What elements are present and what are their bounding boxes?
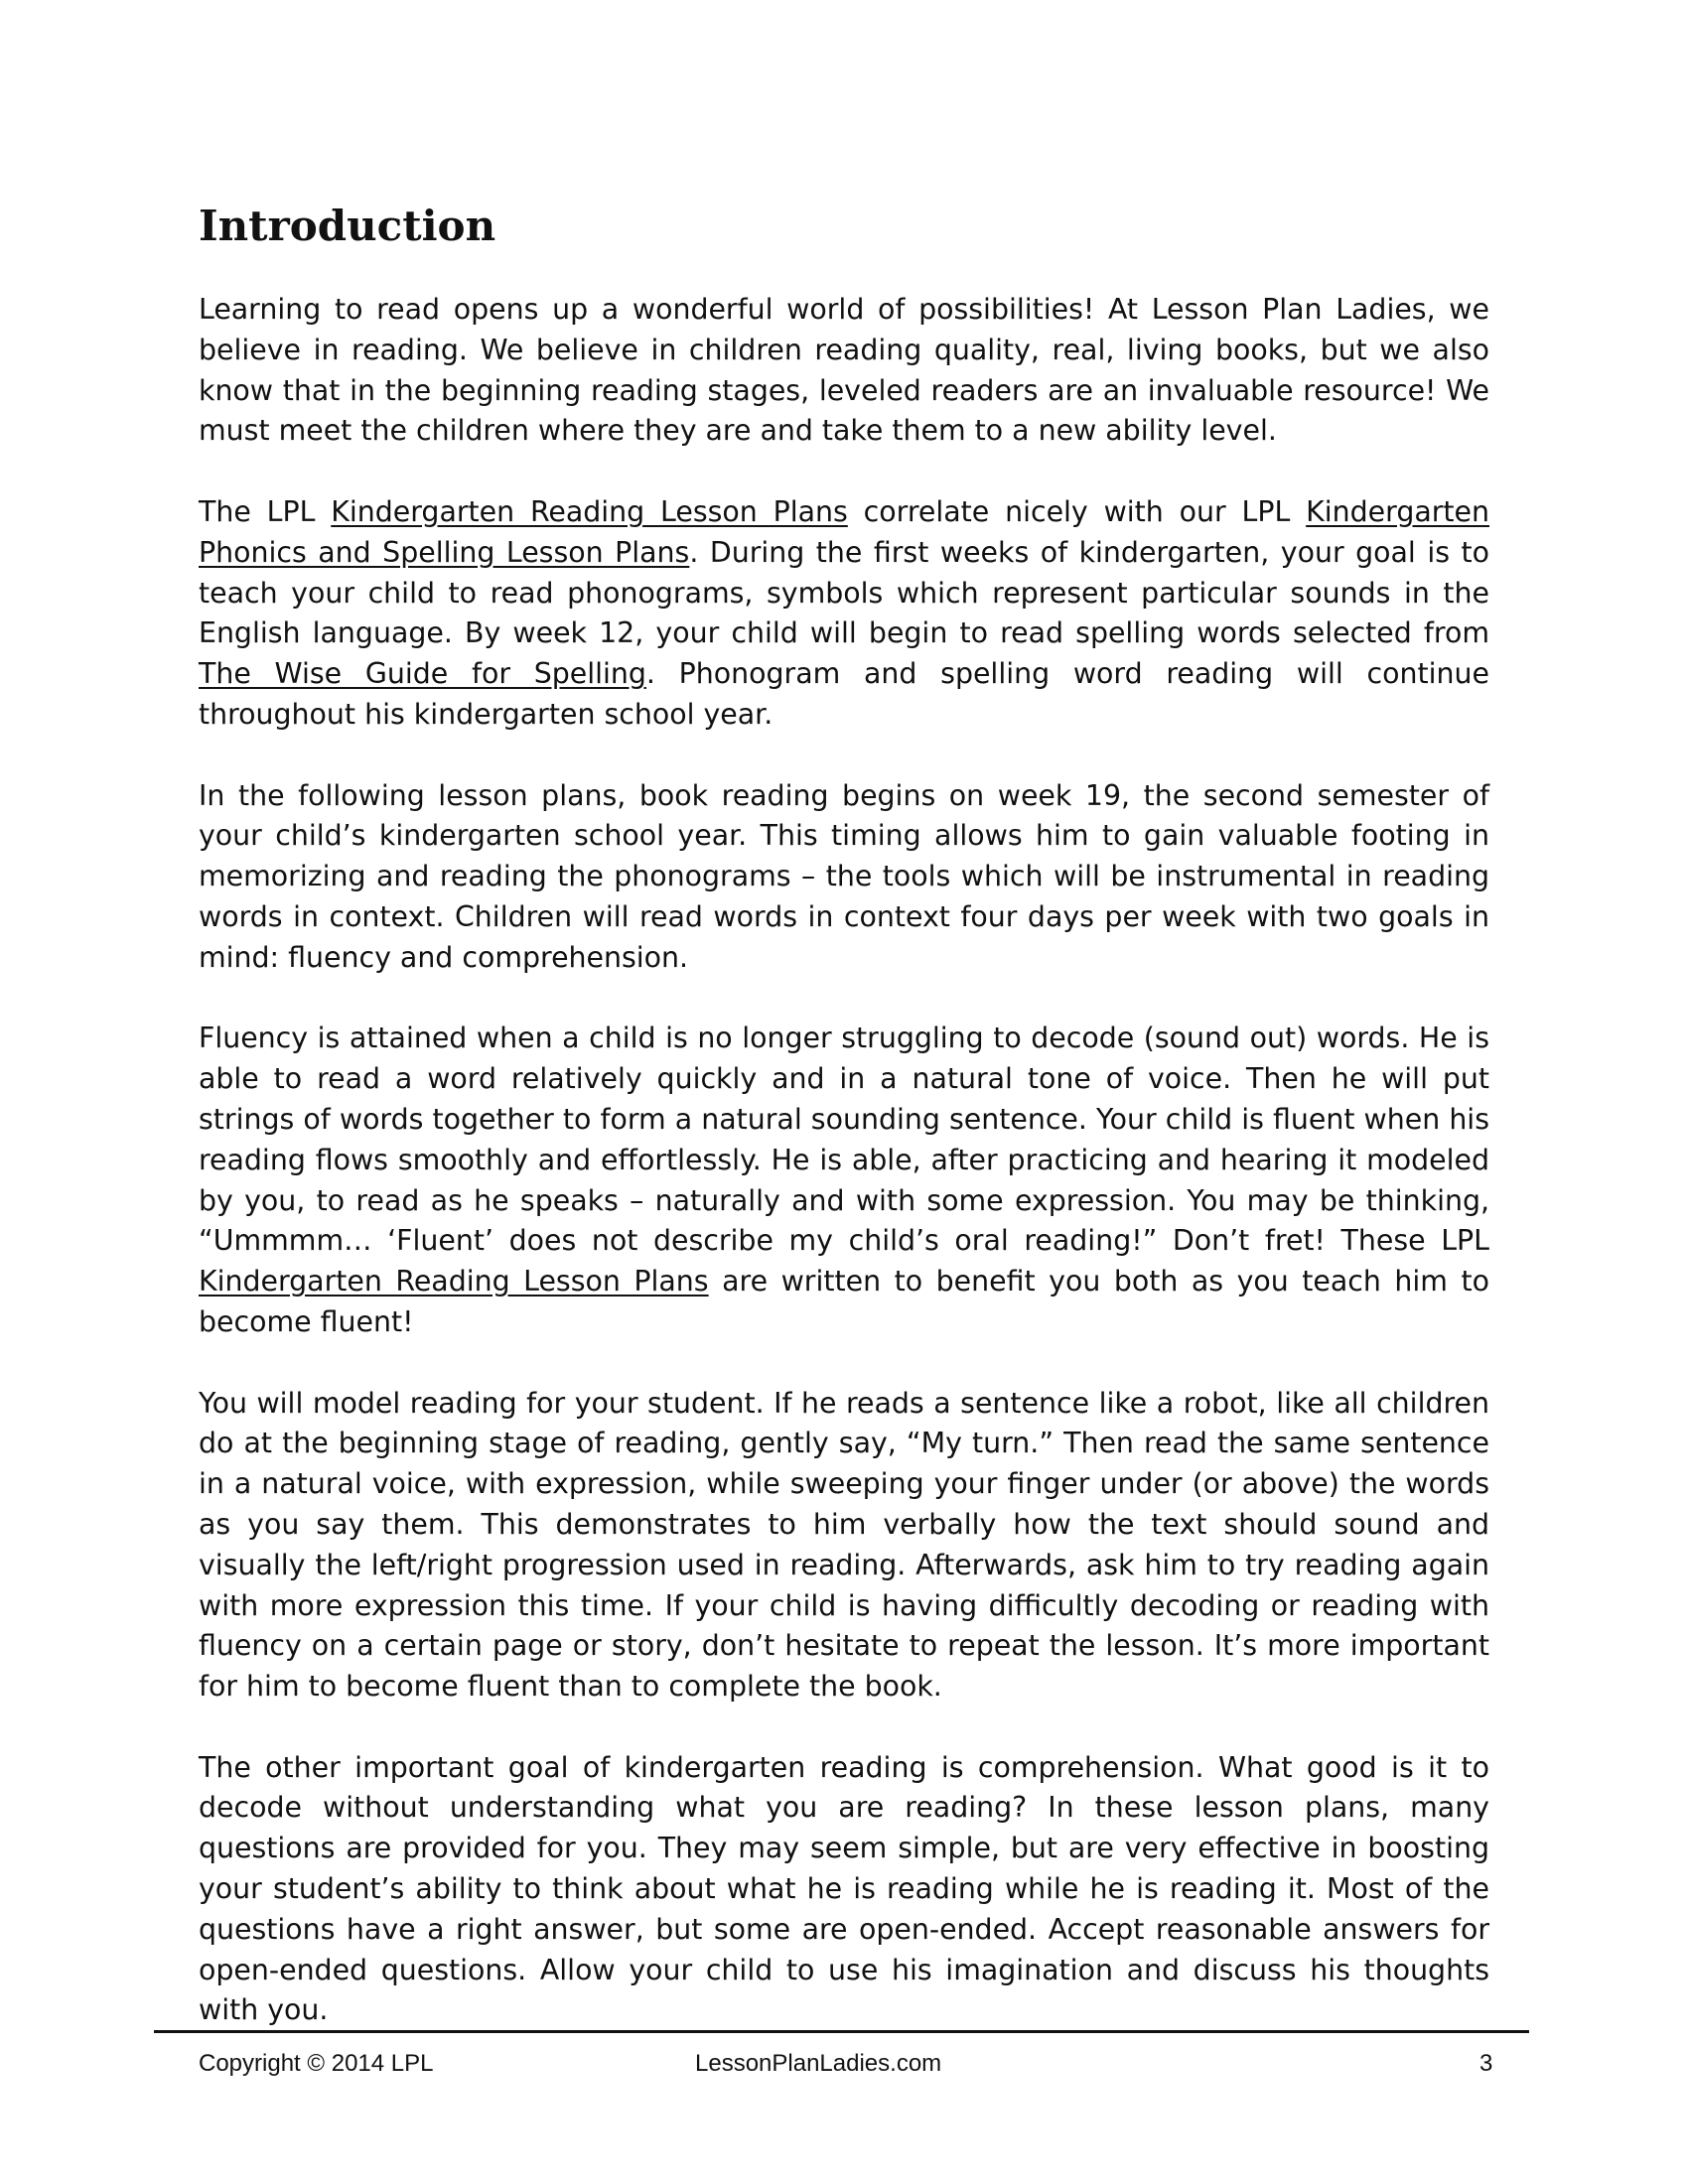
paragraph-text: . Phonogram and spelling word reading will continue throughout his kindergarten school year. — [199, 657, 1489, 731]
paragraph-text: . During the first weeks of kindergarten, your goal is to teach your child to read phonograms, symbols which represent particular sounds in the English language. By week 12, your child will begin to read spelling words selected from — [199, 535, 1489, 650]
link-wise-guide-for-spelling[interactable]: The Wise Guide for Spelling — [199, 657, 646, 691]
paragraph-text: The other important goal of kindergarten reading is comprehension. What good is it to decode without understanding what you are reading? In these lesson plans, many questions are provided for you. They may seem simple, but are very effective in boosting your student’s ability to think about what he is reading while he is reading it. Most of the questions have a right answer, but some are open-ended. Accept reasonable answers for open-ended questions. Allow your child to use his imagination and discuss his thoughts with you. — [199, 1750, 1489, 2027]
paragraph-text: The LPL — [199, 494, 332, 528]
paragraph-text: You will model reading for your student. If he reads a sentence like a robot, like all children do at the beginning stage of reading, gently say, “My turn.” Then read the same sentence in a natural voice, with expression, while sweeping your finger under (or above) the words as you say them. This demonstrates to him verbally how the text should sound and visually the left/right progression used in reading. Afterwards, ask him to try reading again with more expression this time. If your child is having difficultly decoding or reading with fluency on a certain page or story, don’t hesitate to repeat the lesson. It’s more important for him to become fluent than to complete the book. — [199, 1386, 1489, 1704]
paragraph-comprehension — [199, 1748, 1489, 2032]
page-title: Introduction — [199, 202, 496, 250]
link-kindergarten-phonics-spelling-lesson-plans[interactable]: Kindergarten Phonics and Spelling Lesson Plans — [199, 494, 1490, 569]
footer-copyright: Copyright © 2014 LPL — [199, 2050, 434, 2077]
paragraph-intro — [199, 290, 1489, 452]
paragraph-text: Learning to read opens up a wonderful world of possibilities! At Lesson Plan Ladies, we believe in reading. We believe in children reading quality, real, living books, but we also know that in the beginning reading stages, leveled readers are an invaluable resource! We must meet the children where they are and take them to a new ability level. — [199, 293, 1489, 448]
paragraph-modeling — [199, 1384, 1489, 1707]
paragraph-book-reading — [199, 776, 1489, 979]
link-kindergarten-reading-lesson-plans[interactable]: Kindergarten Reading Lesson Plans — [331, 494, 848, 528]
paragraph-fluency — [199, 1019, 1489, 1342]
link-kindergarten-reading-lesson-plans[interactable]: Kindergarten Reading Lesson Plans — [199, 1265, 709, 1298]
footer-page-number: 3 — [1479, 2050, 1493, 2077]
footer-divider — [154, 2030, 1529, 2033]
paragraph-text: In the following lesson plans, book reading begins on week 19, the second semester of your child’s kindergarten school year. This timing allows him to gain valuable footing in memorizing and reading the phonograms – the tools which will be instrumental in reading words in context. Children will read words in context four days per week with two goals in mind: fluency and comprehension. — [199, 778, 1489, 974]
paragraph-lesson-plans — [199, 492, 1489, 736]
paragraph-text: Fluency is attained when a child is no longer struggling to decode (sound out) words. He is able to read a word relatively quickly and in a natural tone of voice. Then he will put strings of words together to form a natural sounding sentence. Your child is fluent when his reading flows smoothly and effortlessly. He is able, after practicing and hearing it modeled by you, to read as he speaks – naturally and with some expression. You may be thinking, “Ummmm… ‘Fluent’ does not describe my child’s oral reading!” Don’t fret! These LPL — [199, 1022, 1489, 1258]
paragraph-text: are written to benefit you both as you teach him to become fluent! — [199, 1265, 1489, 1338]
body-text — [199, 290, 1489, 2031]
footer-website: LessonPlanLadies.com — [695, 2050, 942, 2077]
paragraph-text: correlate nicely with our LPL — [847, 494, 1307, 528]
